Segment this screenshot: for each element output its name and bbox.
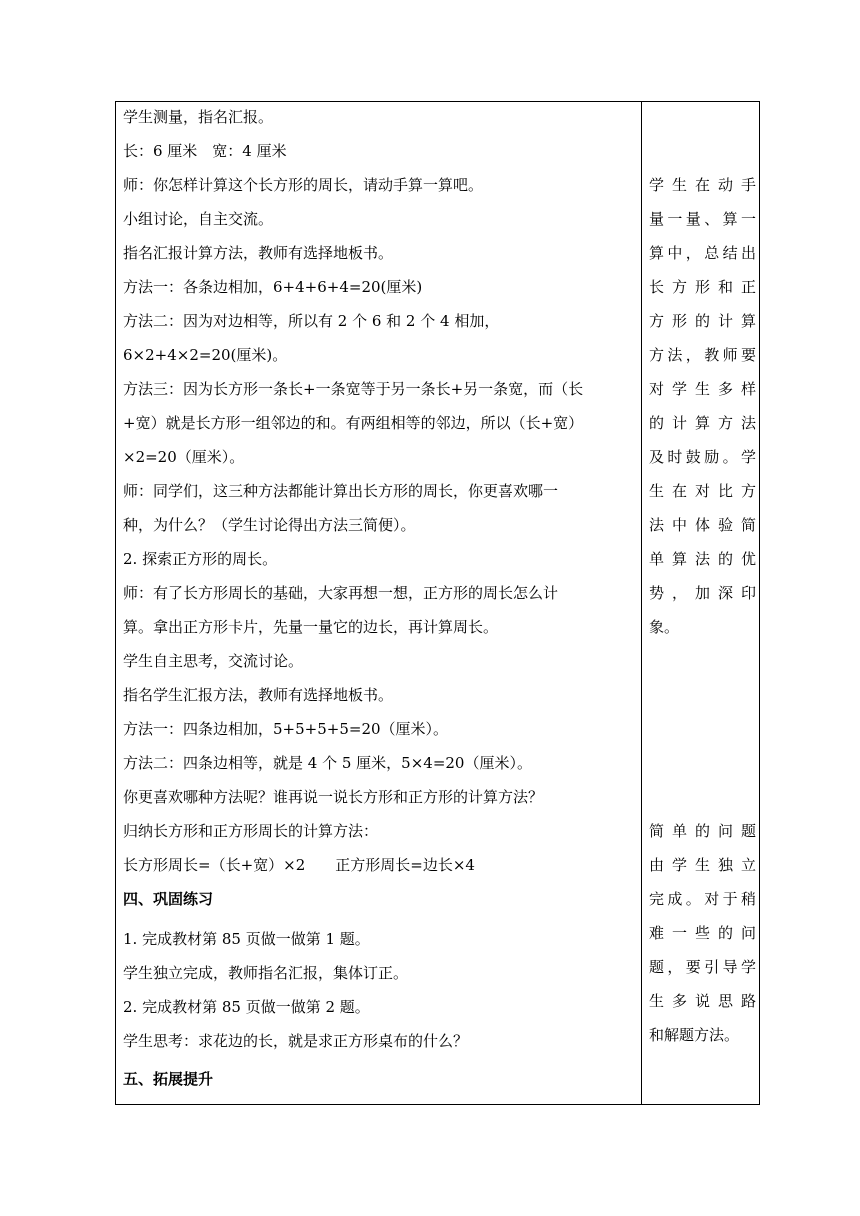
note-line: 单算法的优 — [649, 550, 756, 568]
text-line: 算。拿出正方形卡片，先量一量它的边长，再计算周长。 — [123, 618, 499, 636]
text-line: 方法二：四条边相等，就是 4 个 5 厘米，5×4=20（厘米）。 — [123, 754, 532, 772]
text-line: 长：6 厘米 宽：4 厘米 — [123, 142, 287, 160]
text-line: 师：有了长方形周长的基础，大家再想一想，正方形的周长怎么计 — [123, 584, 559, 602]
text-line: 6×2+4×2=20(厘米)。 — [123, 346, 288, 364]
text-line: 学生思考：求花边的长，就是求正方形桌布的什么？ — [123, 1032, 469, 1050]
note-line: 量一量、算一 — [649, 210, 756, 228]
note-line: 和解题方法。 — [649, 1026, 740, 1044]
section-heading: 四、巩固练习 — [123, 890, 214, 908]
text-line: 指名汇报计算方法，教师有选择地板书。 — [123, 244, 394, 262]
text-line: 2. 完成教材第 85 页做一做第 2 题。 — [123, 998, 370, 1016]
note-line: 难一些的问 — [649, 924, 756, 942]
note-line: 完成。对于稍 — [649, 890, 756, 908]
text-line: 师：同学们，这三种方法都能计算出长方形的周长，你更喜欢哪一 — [123, 482, 559, 500]
note-line: 方法，教师要 — [649, 346, 756, 364]
text-line: ×2=20（厘米）。 — [123, 448, 245, 466]
text-line: 你更喜欢哪种方法呢？谁再说一说长方形和正方形的计算方法？ — [123, 788, 544, 806]
text-line: 方法二：因为对边相等，所以有 2 个 6 和 2 个 4 相加， — [123, 312, 500, 330]
text-line: +宽）就是长方形一组邻边的和。有两组相等的邻边，所以（长+宽） — [123, 414, 584, 432]
note-line: 及时鼓励。学 — [649, 448, 756, 466]
text-line: 种，为什么？（学生讨论得出方法三简便）。 — [123, 516, 416, 534]
note-line: 象。 — [649, 618, 680, 636]
text-line: 小组讨论，自主交流。 — [123, 210, 274, 228]
section-heading: 五、拓展提升 — [123, 1070, 214, 1088]
text-line: 归纳长方形和正方形周长的计算方法： — [123, 822, 379, 840]
text-line: 方法一：各条边相加，6+4+6+4=20(厘米) — [123, 278, 423, 296]
note-line: 势，加深印 — [649, 584, 756, 602]
note-line: 学生在动手 — [649, 176, 756, 194]
text-line: 学生测量，指名汇报。 — [123, 108, 274, 126]
note-line: 简单的问题 — [649, 822, 756, 840]
text-line: 长方形周长=（长+宽）×2 正方形周长=边长×4 — [123, 856, 475, 874]
lesson-table — [115, 101, 760, 1105]
text-line: 方法一：四条边相加，5+5+5+5=20（厘米）。 — [123, 720, 449, 738]
text-line: 学生独立完成，教师指名汇报，集体订正。 — [123, 964, 409, 982]
column-divider — [641, 102, 642, 1104]
note-line: 的计算方法 — [649, 414, 756, 432]
note-line: 对学生多样 — [649, 380, 756, 398]
text-line: 2. 探索正方形的周长。 — [123, 550, 278, 568]
text-line: 方法三：因为长方形一条长+一条宽等于另一条长+另一条宽，而（长 — [123, 380, 584, 398]
note-line: 生多说思路 — [649, 992, 756, 1010]
text-line: 指名学生汇报方法，教师有选择地板书。 — [123, 686, 394, 704]
text-line: 学生自主思考，交流讨论。 — [123, 652, 304, 670]
note-line: 生在对比方 — [649, 482, 756, 500]
note-line: 方形的计算 — [649, 312, 756, 330]
note-line: 由学生独立 — [649, 856, 756, 874]
note-line: 算中，总结出 — [649, 244, 756, 262]
note-line: 法中体验简 — [649, 516, 756, 534]
text-line: 1. 完成教材第 85 页做一做第 1 题。 — [123, 930, 370, 948]
note-line: 题，要引导学 — [649, 958, 756, 976]
note-line: 长方形和正 — [649, 278, 756, 296]
text-line: 师：你怎样计算这个长方形的周长，请动手算一算吧。 — [123, 176, 484, 194]
